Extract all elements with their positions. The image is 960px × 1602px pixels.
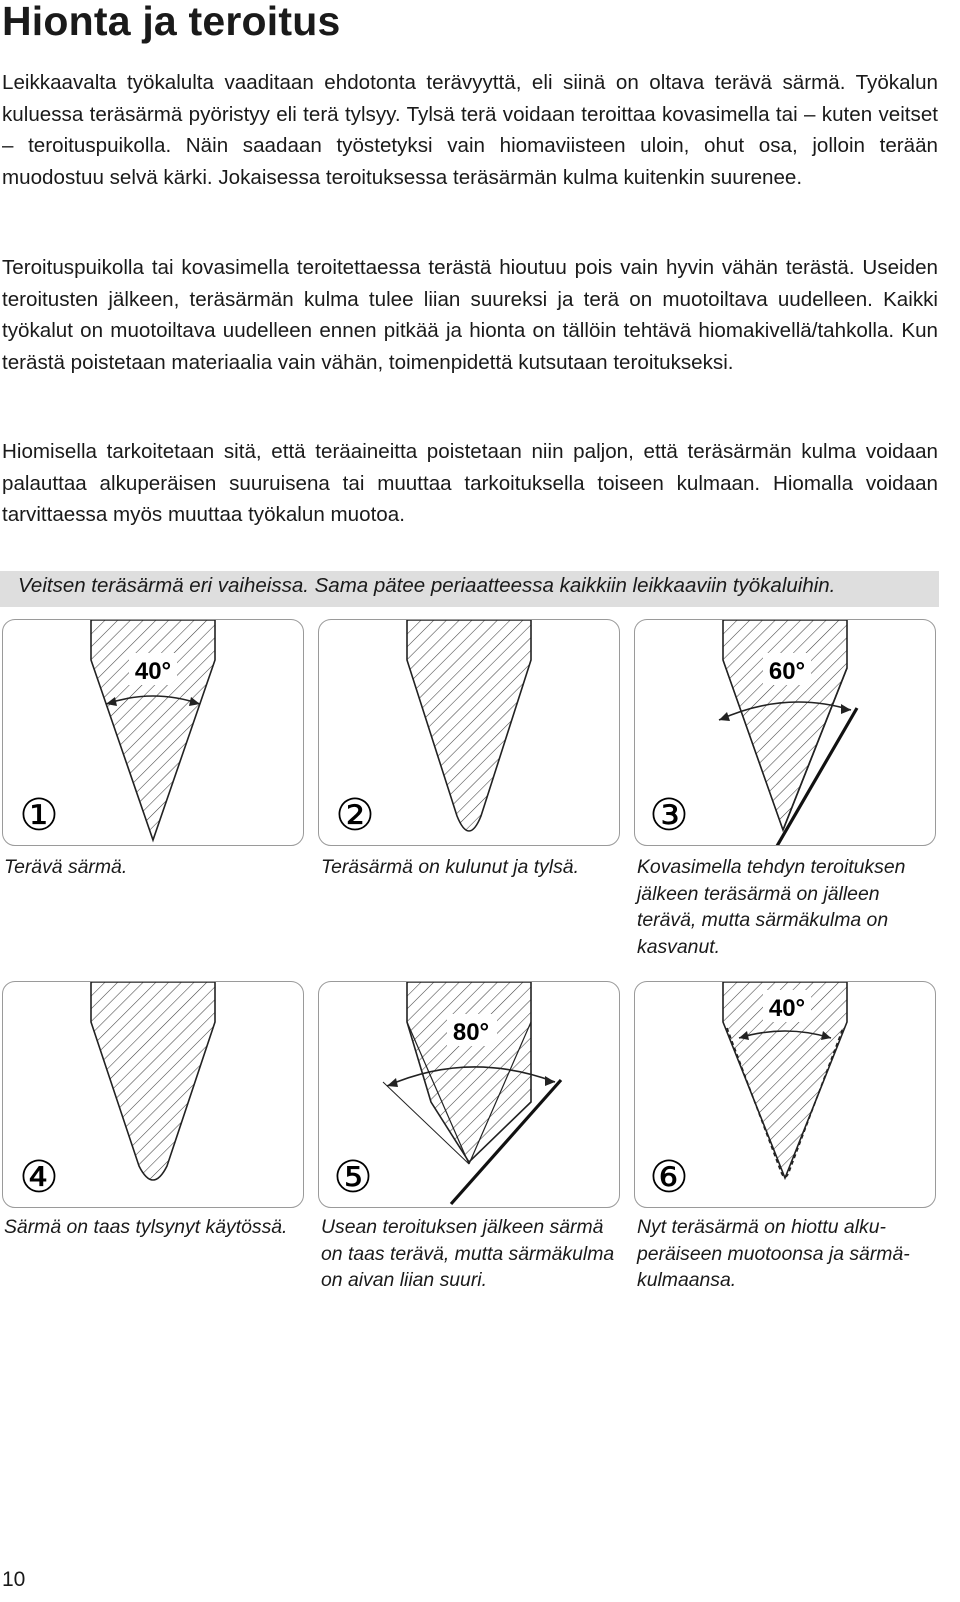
panel-2-caption: Teräsärmä on kulunut ja tylsä. (321, 856, 579, 878)
panel-1-angle-label: 40° (134, 658, 172, 685)
paragraph-1: Leikkaavalta työkalulta vaaditaan ehdotonta terävyyttä, eli siinä on oltava terävä särmä. Työkalun kuluessa teräsärmä pyöristyy eli terä tylsyy. Tylsä terä voidaan teroittaa kovasimella tai – kuten veitset – teroituspuikolla. Näin saadaan työstetyksi vain hiomaviisteen uloin, ohut osa, jolloin terään muodostuu selvä kärki. Jokaisessa teroituksessa teräsärmän kulma kuitenkin suurenee. (2, 71, 938, 189)
panel-4-caption: Särmä on taas tylsynyt käytössä. (4, 1216, 288, 1238)
blade-honed-icon (723, 620, 847, 830)
figure-caption: Veitsen teräsärmä eri vaiheissa. Sama pätee periaatteessa kaikkiin leikkaaviin työkaluihin. (18, 574, 836, 597)
panel-3-number: ③ (649, 790, 689, 841)
panel-1-number: ① (19, 790, 59, 841)
figure-panel-4 (2, 981, 304, 1208)
panel-1-caption: Terävä särmä. (4, 856, 128, 878)
panel-4-number: ④ (19, 1152, 59, 1203)
blade-dull-again-icon (91, 982, 215, 1180)
figure-panel-5 (318, 981, 620, 1208)
blade-dull-icon (407, 620, 531, 831)
paragraph-3: Hiomisella tarkoitetaan sitä, että teräaineitta poistetaan niin paljon, että teräsärmän kulma voidaan palauttaa alkuperäisen suuruisena tai muuttaa tarkoituksella toiseen kulmaan. Hiomalla voidaan tarvittaessa myös muuttaa työkalun muotoa. (2, 440, 938, 526)
figure-caption-bar (0, 571, 939, 607)
panel-3-caption: Kovasimella tehdyn teroituksen jälkeen teräsärmä on jälleen terävä, mutta särmäkulma on kasvanut. (637, 856, 906, 958)
page-title: Hionta ja teroitus (2, 0, 341, 44)
figure-panel-3 (634, 619, 936, 846)
figure-panel-1 (2, 619, 304, 846)
page-number: 10 (2, 1568, 26, 1591)
panel-5-number: ⑤ (333, 1152, 373, 1203)
panel-6-number: ⑥ (649, 1152, 689, 1203)
panel-6-caption: Nyt teräsärmä on hiottu alkuperäiseen muotoonsa ja särmäkulmaansa. (637, 1216, 910, 1291)
panel-3-angle-label: 60° (768, 658, 806, 685)
panel-5-caption: Usean teroituksen jälkeen särmä on taas terävä, mutta särmäkulma on aivan liian suuri. (321, 1216, 615, 1291)
figure-panel-6 (634, 981, 936, 1208)
figure-panel-2 (318, 619, 620, 846)
paragraph-2: Teroituspuikolla tai kovasimella teroitettaessa terästä hioutuu pois vain hyvin vähän terästä. Useiden teroitusten jälkeen, teräsärmän kulma tulee liian suureksi ja terä on muotoiltava uudelleen. Kaikki työkalut on muotoiltava uudelleen ennen pitkää ja hionta on tällöin tehtävä hiomakivellä/tahkolla. Kun terästä poistetaan materiaalia vain vähän, toimenpidettä kutsutaan teroitukseksi. (2, 256, 938, 374)
panel-6-angle-label: 40° (768, 995, 806, 1022)
panel-2-number: ② (335, 790, 375, 841)
panel-5-angle-label: 80° (452, 1019, 490, 1046)
